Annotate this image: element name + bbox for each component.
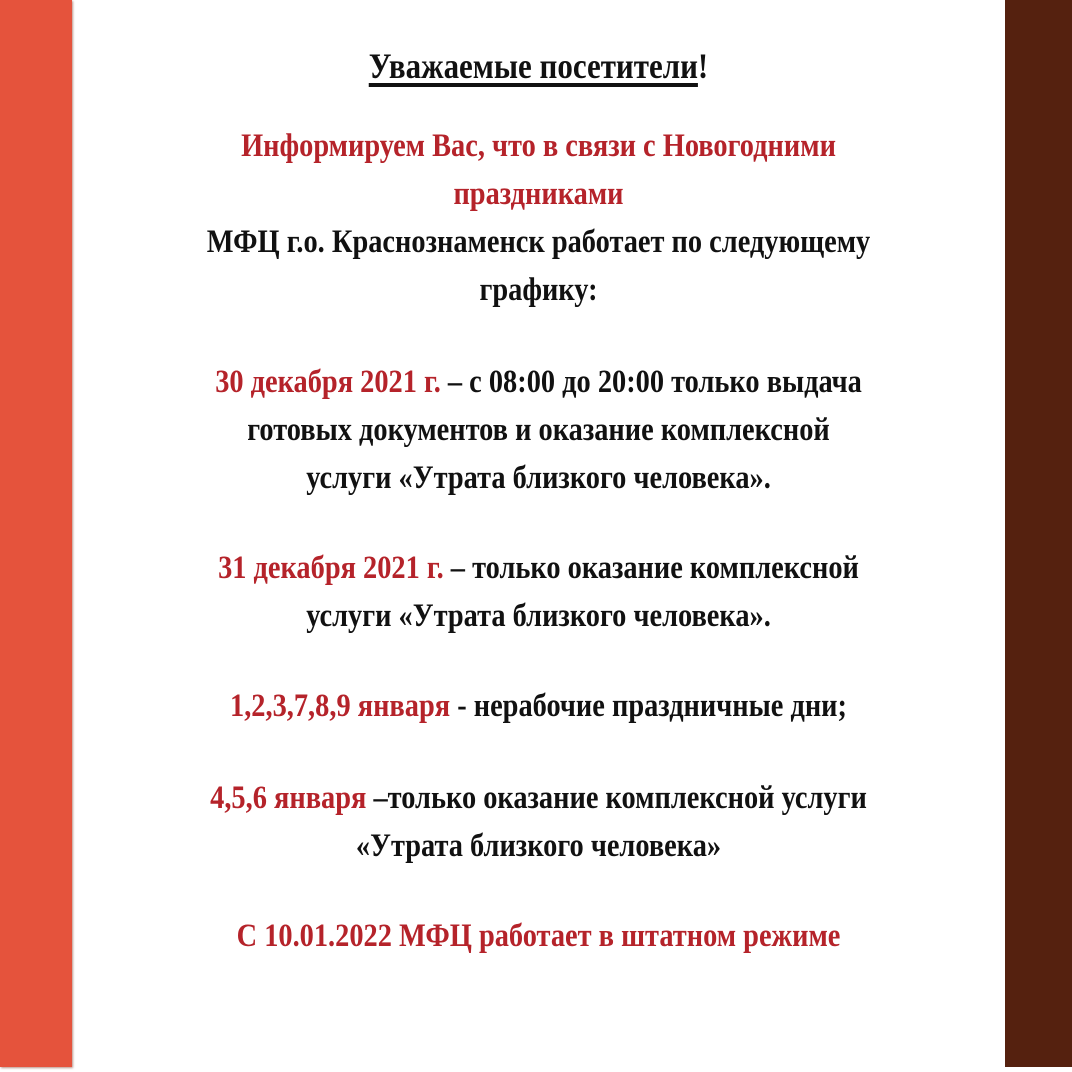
schedule-item-dec30-line-3: услуги «Утрата близкого человека». (306, 460, 771, 496)
schedule-item-jan456-line-1 (137, 778, 939, 818)
schedule-item-dec30-line-2: готовых документов и оказание комплексной (247, 412, 830, 448)
schedule-item-holidays (137, 686, 939, 726)
schedule-item-dec31-line-1 (137, 548, 939, 588)
schedule-text: - нерабочие праздничные дни; (450, 688, 847, 724)
schedule-item-dec30-line-1 (137, 362, 939, 402)
notice-content (72, 0, 1005, 1072)
office-line-1: МФЦ г.о. Краснознаменск работает по следующему (206, 224, 871, 260)
right-decorative-bar (1005, 0, 1072, 1067)
schedule-text: – только оказание комплексной (443, 550, 859, 586)
schedule-text: – с 08:00 до 20:00 только выдача (440, 364, 862, 400)
title-exclamation: ! (697, 46, 709, 86)
schedule-date: 31 декабря 2021 г. (218, 550, 444, 586)
schedule-item-dec31-line-2: услуги «Утрата близкого человека». (306, 598, 771, 634)
schedule-date: 1,2,3,7,8,9 января (230, 688, 451, 724)
schedule-text: –только оказание комплексной услуги (366, 780, 867, 816)
schedule-item-jan456-line-2: «Утрата близкого человека» (355, 828, 722, 864)
page-title (137, 44, 939, 88)
schedule-date: 30 декабря 2021 г. (215, 364, 441, 400)
intro-line-2: праздниками (453, 176, 624, 212)
schedule-date: 4,5,6 января (210, 780, 367, 816)
left-decorative-bar (0, 0, 72, 1067)
office-line-2: графику: (479, 272, 598, 308)
closing-line: С 10.01.2022 МФЦ работает в штатном режиме (236, 918, 841, 954)
intro-line-1: Информируем Вас, что в связи с Новогодними (241, 128, 836, 164)
title-text: Уважаемые посетители (368, 46, 698, 86)
